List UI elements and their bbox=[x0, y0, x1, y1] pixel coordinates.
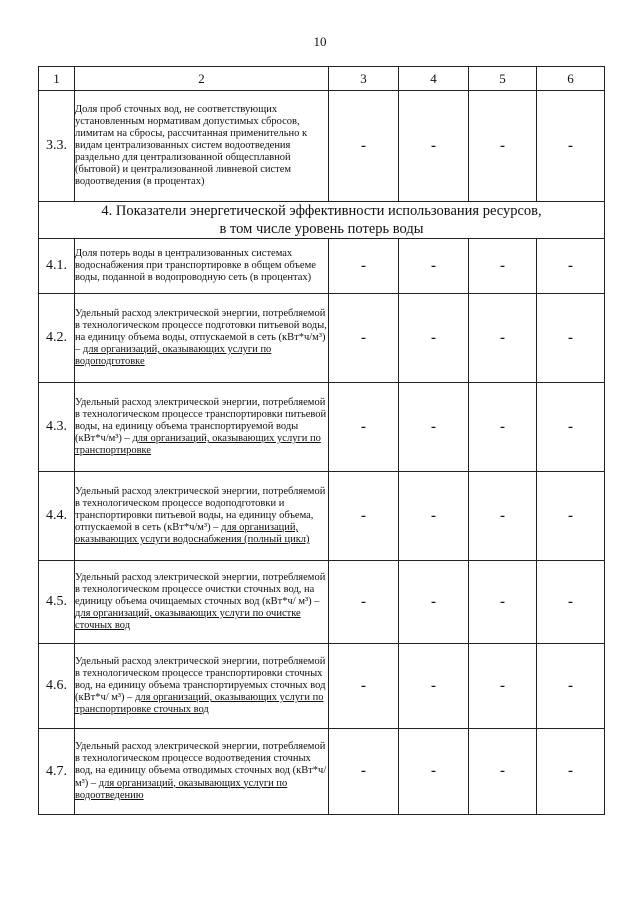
header-cell: 5 bbox=[469, 67, 537, 91]
header-row bbox=[39, 67, 605, 91]
description-text: Удельный расход электрической энергии, потребляемой в технологическом процессе водоподготовки и транспортировки питьевой воды, на единицу объема, отпускаемой в сеть (кВт*ч/м³) – bbox=[75, 485, 326, 534]
row-number: 4.1. bbox=[39, 239, 75, 294]
value-cell: - bbox=[537, 561, 605, 644]
value-cell: - bbox=[469, 383, 537, 472]
description-scope: для организаций, оказывающих услуги по транспортировке сточных вод bbox=[75, 692, 324, 716]
table-row bbox=[39, 91, 605, 202]
description-text: Удельный расход электрической энергии, потребляемой в технологическом процессе очистки сточных вод, на единицу объема очищаемых сточных вод (кВт*ч/ м³) – bbox=[75, 571, 326, 607]
value-cell: - bbox=[537, 91, 605, 202]
value-cell: - bbox=[399, 644, 469, 729]
description-scope: для организаций, оказывающих услуги по очистке сточных вод bbox=[75, 608, 301, 632]
table-row bbox=[39, 383, 605, 472]
value-cell: - bbox=[469, 729, 537, 815]
header-cell: 4 bbox=[399, 67, 469, 91]
description-scope: для организаций, оказывающих услуги по транспортировке bbox=[75, 433, 321, 457]
value-cell: - bbox=[399, 383, 469, 472]
value-cell: - bbox=[329, 294, 399, 383]
value-cell: - bbox=[399, 239, 469, 294]
value-cell: - bbox=[537, 383, 605, 472]
value-cell: - bbox=[537, 644, 605, 729]
indicator-description bbox=[75, 91, 329, 202]
value-cell: - bbox=[329, 472, 399, 561]
table-row bbox=[39, 294, 605, 383]
value-cell: - bbox=[329, 383, 399, 472]
value-cell: - bbox=[469, 644, 537, 729]
value-cell: - bbox=[469, 91, 537, 202]
indicator-description bbox=[75, 383, 329, 472]
value-cell: - bbox=[329, 239, 399, 294]
value-cell: - bbox=[537, 472, 605, 561]
value-cell: - bbox=[329, 91, 399, 202]
row-number: 4.5. bbox=[39, 561, 75, 644]
table-row bbox=[39, 644, 605, 729]
value-cell: - bbox=[537, 239, 605, 294]
value-cell: - bbox=[399, 729, 469, 815]
header-cell: 3 bbox=[329, 67, 399, 91]
description-text: Удельный расход электрической энергии, потребляемой в технологическом процессе подготовки питьевой воды, на единицу объема воды, отпускаемой в сеть (кВт*ч/м³) – bbox=[75, 307, 327, 356]
description-text: Удельный расход электрической энергии, потребляемой в технологическом процессе водоотведения сточных вод, на единицу объема отводимых сточных вод (кВт*ч/ м³) – bbox=[75, 741, 327, 789]
value-cell: - bbox=[469, 472, 537, 561]
page-number: 10 bbox=[313, 34, 327, 49]
header-cell: 2 bbox=[75, 67, 329, 91]
indicators-table bbox=[38, 66, 605, 815]
description-scope: для организаций, оказывающих услуги по водоотведению bbox=[75, 777, 288, 801]
indicator-description bbox=[75, 644, 329, 729]
row-number: 3.3. bbox=[39, 91, 75, 202]
description-scope: для организаций, оказывающих услуги водоснабжения (полный цикл) bbox=[75, 522, 310, 546]
table-row bbox=[39, 472, 605, 561]
header-cell: 6 bbox=[537, 67, 605, 91]
value-cell: - bbox=[469, 294, 537, 383]
value-cell: - bbox=[399, 91, 469, 202]
table-row bbox=[39, 239, 605, 294]
indicator-description bbox=[75, 472, 329, 561]
table-row bbox=[39, 729, 605, 815]
description-scope: для организаций, оказывающих услуги по водоподготовке bbox=[75, 344, 272, 368]
row-number: 4.2. bbox=[39, 294, 75, 383]
indicator-description bbox=[75, 294, 329, 383]
indicator-description bbox=[75, 561, 329, 644]
value-cell: - bbox=[399, 294, 469, 383]
row-number: 4.4. bbox=[39, 472, 75, 561]
row-number: 4.3. bbox=[39, 383, 75, 472]
value-cell: - bbox=[329, 561, 399, 644]
section-title bbox=[39, 202, 605, 239]
header-cell: 1 bbox=[39, 67, 75, 91]
section-header-row bbox=[39, 202, 605, 239]
value-cell: - bbox=[329, 729, 399, 815]
value-cell: - bbox=[399, 472, 469, 561]
row-number: 4.7. bbox=[39, 729, 75, 815]
row-number: 4.6. bbox=[39, 644, 75, 729]
section-title-line2: в том числе уровень потерь воды bbox=[219, 221, 424, 237]
value-cell: - bbox=[537, 294, 605, 383]
indicator-description bbox=[75, 239, 329, 294]
description-text: Доля проб сточных вод, не соответствующих установленным нормативам допустимых сбросов, лимитам на сбросы, рассчитанная применительно к видам централизованных систем водоотведения раздельно для централизованной общесплавной (бытовой) и централизованной ливневой систем водоотведения (в процентах) bbox=[75, 103, 308, 188]
value-cell: - bbox=[329, 644, 399, 729]
section-title-line1: 4. Показатели энергетической эффективности использования ресурсов, bbox=[101, 203, 542, 219]
value-cell: - bbox=[469, 239, 537, 294]
table-row bbox=[39, 561, 605, 644]
indicator-description bbox=[75, 729, 329, 815]
description-text: Доля потерь воды в централизованных системах водоснабжения при транспортировке в общем объеме воды, поданной в водопроводную сеть (в процентах) bbox=[75, 247, 316, 284]
value-cell: - bbox=[399, 561, 469, 644]
value-cell: - bbox=[469, 561, 537, 644]
description-text: Удельный расход электрической энергии, потребляемой в технологическом процессе транспортировки питьевой воды, на единицу объема транспортируемой воды (кВт*ч/м³) – bbox=[75, 396, 327, 445]
description-text: Удельный расход электрической энергии, потребляемой в технологическом процессе транспортировки сточных вод, на единицу объема транспортируемых сточных вод (кВт*ч/ м³) – bbox=[75, 655, 326, 704]
value-cell: - bbox=[537, 729, 605, 815]
